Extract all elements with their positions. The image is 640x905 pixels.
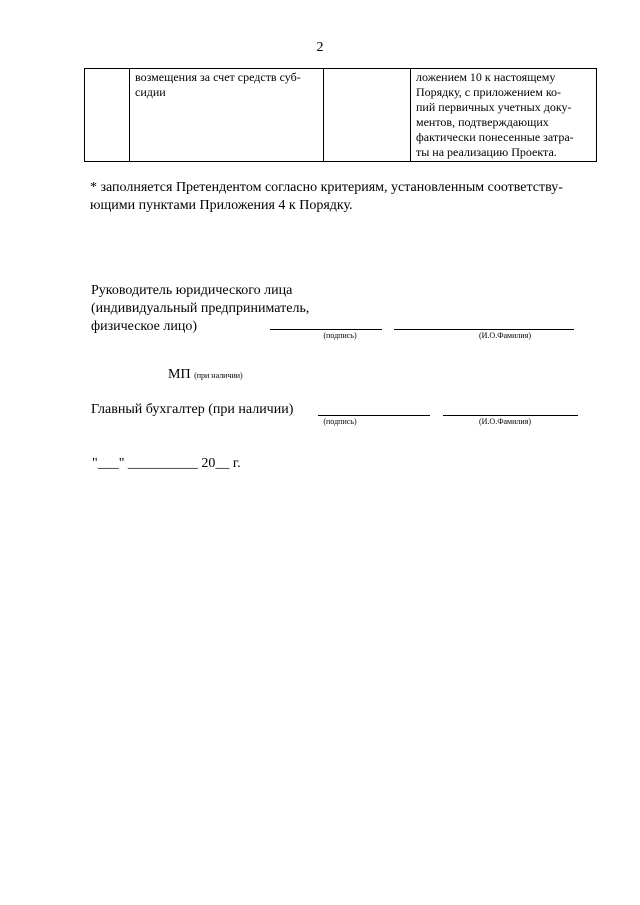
cell-text-line: пий первичных учетных доку- [416, 100, 572, 114]
cell-text-line: возмещения за счет средств суб- [135, 70, 301, 84]
head-signature-caption: (подпись) [323, 331, 357, 340]
stamp-note: (при наличии) [194, 371, 243, 380]
head-name-caption: (И.О.Фамилия) [478, 331, 532, 340]
cell-text-line: ложением 10 к настоящему [416, 70, 556, 84]
table-cell-description [130, 69, 324, 162]
head-label-line: (индивидуальный предприниматель, [91, 301, 310, 316]
table-row [85, 69, 597, 162]
cell-text-line: ты на реализацию Проекта. [416, 145, 557, 159]
footnote [90, 179, 610, 215]
footnote-line: * заполняется Претендентом согласно критериям, установленным соответству- [90, 180, 563, 195]
cell-text-line: ментов, подтверждающих [416, 115, 549, 129]
footnote-line: ющими пунктами Приложения 4 к Порядку. [90, 198, 353, 213]
accountant-name-line [443, 415, 578, 416]
continuation-table [84, 68, 597, 162]
accountant-name-caption: (И.О.Фамилия) [478, 417, 532, 426]
table-cell-documents [411, 69, 597, 162]
head-signature-line [270, 329, 382, 330]
cell-text-line: фактически понесенные затра- [416, 130, 574, 144]
accountant-signature-label: Главный бухгалтер (при наличии) [91, 402, 294, 417]
date-line: "___" __________ 20__ г. [92, 456, 241, 471]
cell-text-line: сидии [135, 85, 166, 99]
table-cell-number [85, 69, 130, 162]
table-cell-value [324, 69, 411, 162]
head-name-line [394, 329, 574, 330]
page-number: 2 [316, 40, 324, 55]
head-signature-label [91, 282, 309, 336]
stamp-label: МП [168, 367, 191, 382]
head-label-line: физическое лицо) [91, 319, 198, 334]
stamp-placeholder [168, 367, 243, 383]
accountant-signature-caption: (подпись) [323, 417, 357, 426]
head-label-line: Руководитель юридического лица [91, 283, 293, 298]
accountant-signature-line [318, 415, 430, 416]
cell-text-line: Порядку, с приложением ко- [416, 85, 562, 99]
